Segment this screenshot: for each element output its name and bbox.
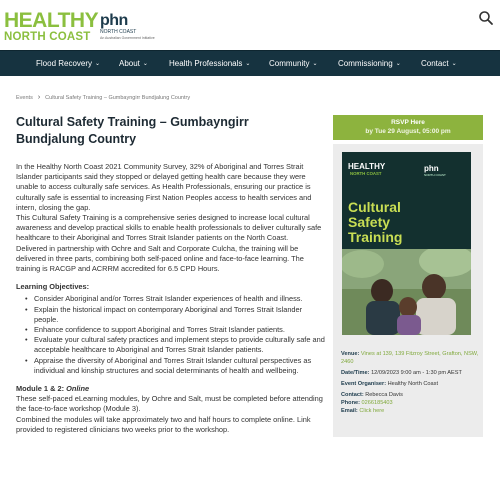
paragraph: These self-paced eLearning modules, by Ochre and Salt, must be completed before attending the face-to-face workshop (Module 3). (16, 394, 323, 414)
nav-item-label: Flood Recovery (36, 59, 93, 68)
nav-item-commissioning[interactable] (338, 51, 401, 77)
page-title: Cultural Safety Training – Gumbayngirr Bundjalung Country (16, 115, 249, 146)
datetime-label: Date/Time: (341, 370, 370, 376)
module-heading-label: Module 1 & 2: (16, 384, 65, 394)
event-description (16, 162, 326, 435)
venue-link[interactable]: Vines at 139, 139 Fitzroy Street, Grafton, NSW, 2460 (341, 351, 479, 365)
nav-item-health-professionals[interactable] (169, 51, 250, 77)
email-row (341, 407, 479, 415)
paragraph: In the Healthy North Coast 2021 Community Survey, 32% of Aboriginal and Torres Strait Islander participants said they stopped or delayed getting health care because they were unable to access culturally safe services. As Health Professionals, ensuring our practice is culturally safe is essential to increasing First Nation Peoples access to health services and intern, closing the gap. (16, 162, 312, 212)
paragraph: Delivered in partnership with Ochre and Salt and Corporate Culcha, the training will be delivered in three parts, combining both self-paced online and face-to-face learning. The training is RACGP and ACRRM accredited for 6.5 CPD Hours. (16, 243, 304, 274)
list-item: • Appraise the diversity of Aboriginal and Torres Strait Islander cultural perspectives as individual and kinship structures and social determinants of health and wellbeing. (28, 356, 326, 376)
contact-row (341, 391, 479, 399)
chevron-right-icon: › (37, 94, 41, 101)
paragraph: Combined the modules will take approximately two and half hours to complete online. Link provided to registered clinicians two weeks prior to the workshop. (16, 414, 311, 434)
poster-title (348, 200, 402, 245)
search-icon[interactable] (478, 10, 494, 26)
email-label: Email: (341, 408, 358, 414)
phn-logo[interactable] (100, 13, 155, 41)
rsvp-button[interactable] (333, 115, 483, 140)
site-header (0, 0, 500, 50)
module-mode: Online (66, 384, 90, 394)
nav-item-contact[interactable] (421, 51, 457, 77)
datetime-value: 12/09/2023 9:00 am - 1:30 pm AEST (371, 370, 462, 376)
phone-row (341, 399, 479, 407)
poster-logo-line-2: NORTH COAST (350, 171, 382, 176)
module-heading (16, 384, 326, 394)
poster-photo (342, 249, 471, 335)
chevron-down-icon: ⌄ (142, 61, 148, 67)
logo-line-2: NORTH COAST (4, 31, 91, 43)
paragraph: This Cultural Safety Training is a comprehensive series designed to increase local cultural awareness and develop practical skills to enable health professionals to deliver culturally safe healthcare to their Aboriginal and Torres Strait Islander patients on the North Coast. (16, 213, 322, 243)
logo-line-1: HEALTHY (4, 9, 99, 32)
main-nav (0, 50, 500, 76)
breadcrumb-root[interactable]: Events (16, 95, 33, 101)
poster-phn-sub: NORTH COAST (424, 173, 446, 177)
poster-phn-logo: phn (424, 164, 439, 173)
chevron-down-icon: ⌄ (451, 61, 457, 67)
organiser-label: Event Organiser: (341, 381, 387, 387)
nav-item-label: Community (269, 59, 310, 68)
objectives-list (28, 294, 326, 376)
event-details (341, 350, 479, 415)
organiser-value: Healthy North Coast (387, 381, 439, 387)
list-item: • Enhance confidence to support Aboriginal and Torres Strait Islander patients. (28, 325, 326, 335)
nav-item-about[interactable] (119, 51, 148, 77)
datetime-row (341, 369, 479, 377)
phn-logo-line-3: An Australian Government Initiative (100, 36, 155, 40)
list-item: • Explain the historical impact on contemporary Aboriginal and Torres Strait Islander people. (28, 305, 326, 325)
breadcrumb (16, 94, 190, 101)
contact-label: Contact: (341, 392, 364, 398)
objectives-heading: Learning Objectives: (16, 282, 90, 292)
email-link[interactable]: Click here (359, 408, 385, 414)
rsvp-label: RSVP Here (391, 119, 425, 126)
poster-title-line: Safety (348, 214, 391, 230)
organiser-row (341, 380, 479, 388)
list-item: • Evaluate your cultural safety practices and implement steps to provide culturally safe and acceptable healthcare to Aboriginal and Torres Strait Islander patients. (28, 335, 326, 355)
phn-logo-line-1: phn (100, 12, 128, 29)
nav-item-label: About (119, 59, 140, 68)
nav-item-community[interactable] (269, 51, 317, 77)
venue-row (341, 350, 479, 366)
breadcrumb-current: Cultural Safety Training – Gumbayngirr Bundjalung Country (45, 95, 191, 101)
nav-item-label: Contact (421, 59, 449, 68)
chevron-down-icon: ⌄ (312, 61, 318, 67)
rsvp-deadline: by Tue 29 August, 05:00 pm (365, 128, 451, 135)
event-poster (342, 152, 471, 335)
poster-title-line: Cultural (348, 199, 401, 215)
chevron-down-icon: ⌄ (95, 61, 101, 67)
nav-item-label: Commissioning (338, 59, 393, 68)
poster-logo-line-1: HEALTHY (348, 162, 386, 171)
chevron-down-icon: ⌄ (395, 61, 401, 67)
nav-item-label: Health Professionals (169, 59, 243, 68)
contact-value: Rebecca Davis (365, 392, 403, 398)
phn-logo-line-2: NORTH COAST (100, 29, 137, 35)
venue-label: Venue: (341, 351, 360, 357)
list-item: • Consider Aboriginal and/or Torres Strait Islander experiences of health and illness. (28, 294, 326, 304)
nav-item-flood-recovery[interactable] (36, 51, 100, 77)
phone-label: Phone: (341, 400, 360, 406)
phone-link[interactable]: 0266185403 (361, 400, 393, 406)
chevron-down-icon: ⌄ (245, 61, 251, 67)
poster-title-line: Training (348, 229, 403, 245)
healthy-north-coast-logo[interactable] (4, 10, 98, 44)
